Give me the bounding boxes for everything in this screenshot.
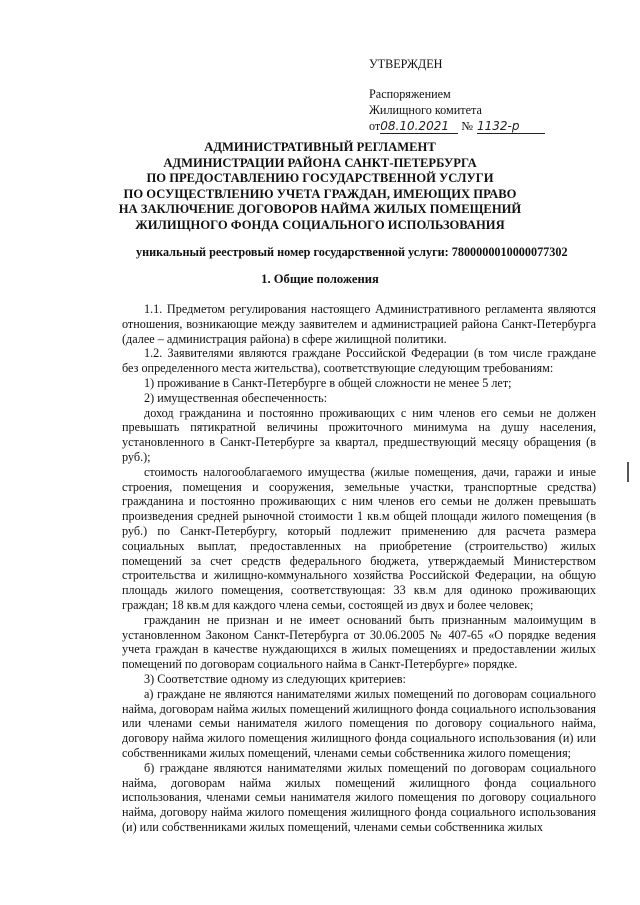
paragraph: гражданин не признан и не имеет оснований быть признанным малоимущим в установленном Законом Санкт-Петербурга от 30.06.2005 № 407-65 «О порядке ведения учета граждан в качестве нуждающихся в жилых помещениях и предоставлении жилых помещений по договорам социального найма в Санкт-Петербурге» порядке. xyxy=(122,612,596,672)
approval-committee-line: Жилищного комитета xyxy=(369,103,482,117)
approval-title: УТВЕРЖДЕН xyxy=(369,57,443,71)
paragraph: стоимость налогооблагаемого имущества (жилые помещения, дачи, гаражи и иные строения, помещения и сооружения, земельные участки, транспортные средства) гражданина и постоянно проживающих с ним членов его семьи не должен превышать произведения средней рыночной стоимости 1 кв.м общей площади жилого помещения (в руб.) по Санкт-Петербургу, который подлежит применению для расчета размера социальных выплат, предоставленных на приобретение (строительство) жилых помещений за счет средств федерального бюджета, утверждаемый Министерством строительства и жилищно-коммунального хозяйства Российской Федерации, на общую площадь жилого помещения, соответствующая: 33 кв.м для одиноко проживающих граждан; 18 кв.м для каждого члена семьи, состоящей из двух и более человек; xyxy=(122,464,596,612)
heading-line: АДМИНИСТРАЦИИ РАЙОНА САНКТ-ПЕТЕРБУРГА xyxy=(163,155,477,170)
approval-order-line: Распоряжением xyxy=(369,87,451,101)
paragraph: 1) проживание в Санкт-Петербурге в общей сложности не менее 5 лет; xyxy=(144,375,512,390)
margin-mark xyxy=(627,462,629,482)
heading-line: ПО ОСУЩЕСТВЛЕНИЮ УЧЕТА ГРАЖДАН, ИМЕЮЩИХ ПРАВО xyxy=(123,186,517,201)
paragraph: 1.2. Заявителями являются граждане Российской Федерации (в том числе граждане без определенного места жительства), соответствующие следующим требованиям: xyxy=(122,346,596,376)
heading-line: АДМИНИСТРАТИВНЫЙ РЕГЛАМЕНТ xyxy=(204,140,436,154)
registry-number: уникальный реестровый номер государственной услуги: 7800000010000077302 xyxy=(136,245,568,259)
section-title: 1. Общие положения xyxy=(261,272,379,286)
approval-block xyxy=(369,56,609,134)
paragraph: б) граждане являются нанимателями жилых помещений по договорам социального найма, договорам найма жилых помещений жилищного фонда социального использования, членами семьи нанимателя жилого помещения по договору социального найма, договору найма жилого помещения жилищного фонда социального использования (и) или собственниками жилых помещений, членами семьи собственника жилых xyxy=(122,760,596,834)
heading-line: ПО ПРЕДОСТАВЛЕНИЮ ГОСУДАРСТВЕННОЙ УСЛУГИ xyxy=(146,171,494,186)
paragraph: а) граждане не являются нанимателями жилых помещений по договорам социального найма, договорам найма жилых помещений жилищного фонда социального использования или членами семьи нанимателя жилого помещения по договору социального найма, договору найма жилого помещения жилищного фонда социального использования (и) или собственниками жилых помещений, членами семьи собственника жилого помещения; xyxy=(122,686,596,760)
approval-date-handwritten: 08.10.2021 xyxy=(380,120,458,134)
approval-number-label: № xyxy=(461,119,473,133)
approval-date-number-line xyxy=(369,118,609,134)
paragraph: доход гражданина и постоянно проживающих с ним членов его семьи не должен превышать пятикратной величины прожиточного минимума на душу населения, установленного в Санкт-Петербурге за квартал, предшествующий месяцу обращения (в руб.); xyxy=(122,405,596,464)
heading-line: НА ЗАКЛЮЧЕНИЕ ДОГОВОРОВ НАЙМА ЖИЛЫХ ПОМЕЩЕНИЙ xyxy=(118,202,522,217)
paragraph: 1.1. Предметом регулирования настоящего Административного регламента являются отношения, возникающие между заявителем и администрацией района Санкт-Петербурга (далее – администрация района) в сфере жилищной политики. xyxy=(122,302,596,346)
paragraph: 2) имущественная обеспеченность: xyxy=(144,390,328,405)
document-heading xyxy=(110,140,530,234)
approval-from-label: от xyxy=(369,119,381,133)
paragraph: 3) Соответствие одному из следующих критериев: xyxy=(144,671,406,686)
heading-line: ЖИЛИЩНОГО ФОНДА СОЦИАЛЬНОГО ИСПОЛЬЗОВАНИЯ xyxy=(135,217,505,232)
document-body xyxy=(122,302,596,835)
approval-number-handwritten: 1132-р xyxy=(477,120,545,134)
